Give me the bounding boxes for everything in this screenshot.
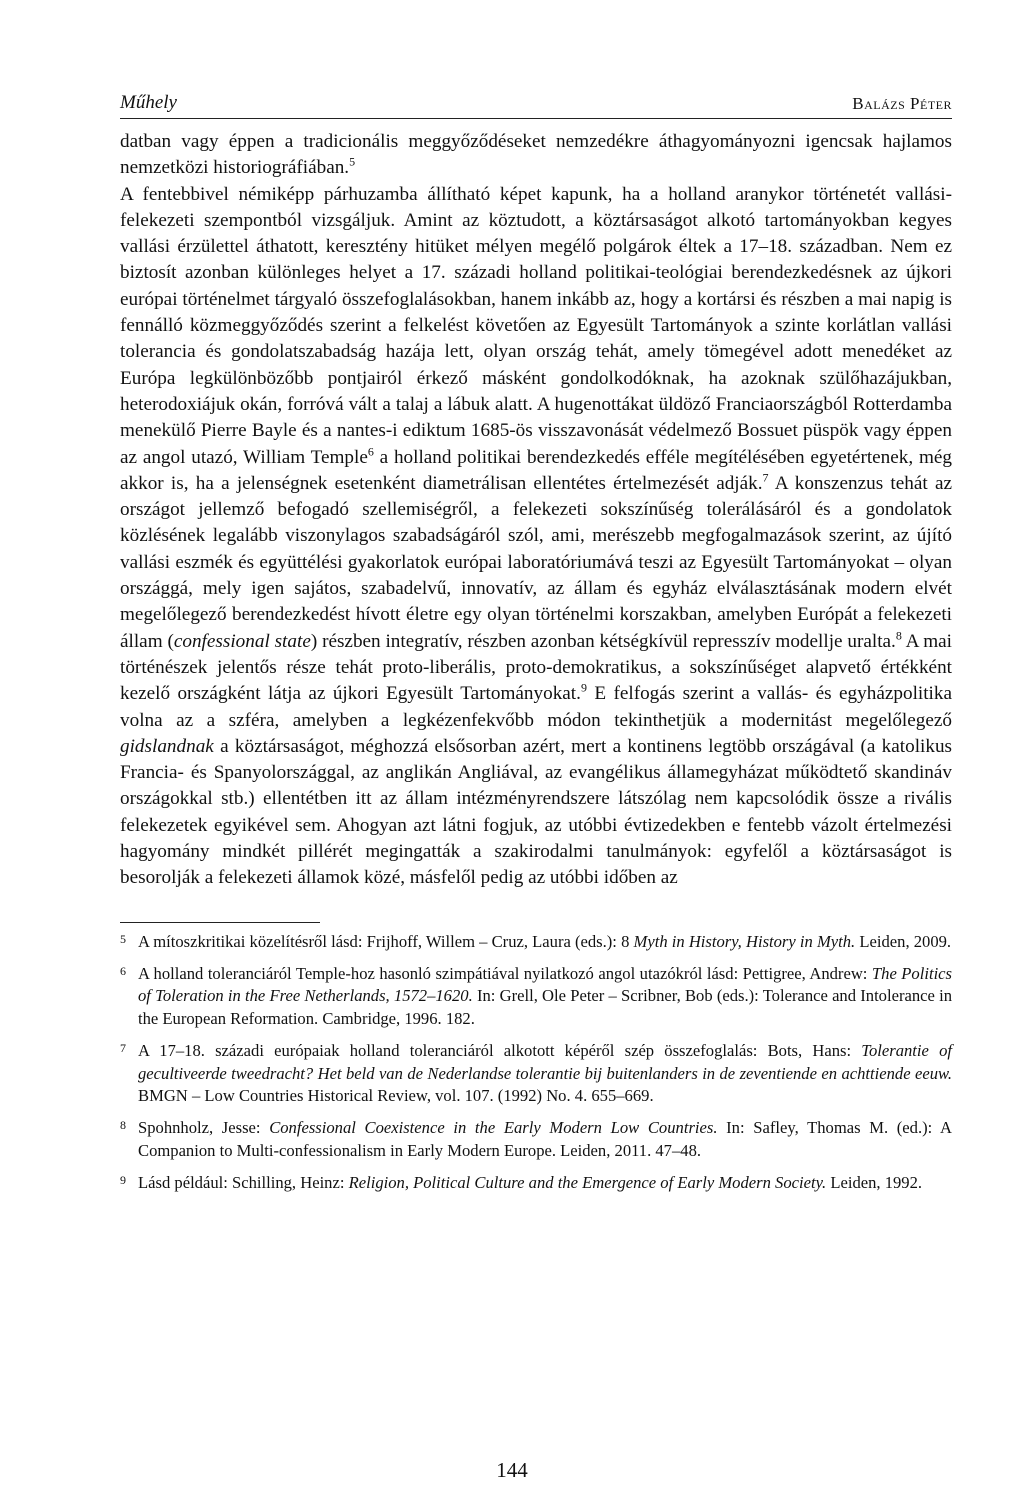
footnote: 6 A holland toleranciáról Temple-hoz hasonló szimpátiával nyilatkozó angol utazókról lásd: Pettigree, Andrew: The Politics of Toleration in the Free Netherlands, 1572–1620. In: Grell, Ole Peter – Scribner, Bob (eds.): Tolerance and Intolerance in the European Reformation. Cambridge, 1996. 182. [120, 963, 952, 1030]
footnote-number: 8 [120, 1118, 126, 1133]
footnote: 9 Lásd például: Schilling, Heinz: Religion, Political Culture and the Emergence of Early Modern Society. Leiden, 1992. [120, 1172, 952, 1194]
footnote-number: 9 [120, 1173, 126, 1188]
italic-term: confessional state [173, 630, 311, 652]
footnote-divider [120, 922, 320, 923]
section-title: Műhely [120, 92, 177, 113]
footnote-number: 5 [120, 931, 126, 946]
paragraph-2: A fentebbivel némiképp párhuzamba állítható képet kapunk, ha a holland aranykor történetét vallási-felekezeti szempontból vizsgáljuk. Amint az köztudott, a köztársaságot alkotó tartományokban kegyes vallási érzülettel áthatott, keresztény hitüket mélyen megélő polgárok éltek a 17–18. században. Nem ez biztosít azonban különleges helyet a 17. századi holland politikai-teológiai berendezkedésnek az újkori európai történelmet tárgyaló összefoglalásokban, hanem inkább az, hogy a kortársi és részben a mai napig is fennálló közmeggyőződés szerint a felkelést követően az Egyesült Tartományok a szinte korlátlan vallási tolerancia és gondolatszabadság hazája lett, olyan ország tehát, amely tömegével adott menedéket az Európa legkülönbözőbb pontjairól érkező másként gondolkodóknak, ha azoknak szülőhazájukban, heterodoxiájuk okán, forróvá vált a talaj a lábuk alatt. A hugenottákat üldöző Franciaországból Rotterdamba menekülő Pierre Bayle és a nantes-i ediktum 1685-ös visszavonását védelmező Bossuet püspök vagy éppen az angol utazó, William Temple$^6$ a holland politikai berendezkedés efféle megítélésében egyetértenek, még akkor is, ha a jelenségnek esetenként diametrálisan ellentétes értelmezését adják.$^7$ A konszenzus tehát az országot jellemző befogadó szellemiségről, a felekezeti sokszínűség tolerálásáról és a gondolatok közlésének legalább viszonylagos szabadságáról szól, ami, merészebb megfogalmazások szerint, az újító vallási eszmék és együttélési gyakorlatok európai laboratóriumává teszi az Egyesült Tartományokat – olyan országgá, mely igen sajátos, szabadelvű, innovatív, az állam és egyház elválasztásának modern elvét megelőlegező berendezkedést hívott életre egy olyan történelmi korszakban, amelyben Európát a felekezeti állam (confessional state) részben integratív, részben azonban kétségkívül represszív modellje uralta.$^8$ A mai történészek jelentős része tehát proto-liberális, proto-demokratikus, a sokszínűséget alapvető értékként kezelő országként látja az újkori Egyesült Tartományokat.$^9$ E felfogás szerint a vallás- és egyházpolitika volna az a szféra, amelyben a legkézenfekvőbb módon tekinthetjük a modernitást megelőlegező gidslandnak a köztársaságot, méghozzá elsősorban azért, mert a kontinens legtöbb országával (a katolikus Francia- és Spanyolországgal, az anglikán Angliával, az evangélikus államegyházat működtető skandináv országokkal stb.) ellentétben itt az állam intézményrendszere látszólag nem kapcsolódik össze a rivális felekezetek egyikével sem. Ahogyan azt látni fogjuk, az utóbbi évtizedekben e fentebb vázolt értelmezési hagyomány mindkét pillérét megingatták a szakirodalmi tanulmányok: egyfelől a köztársaságot is besorolják a felekezeti államok közé, másfelől pedig az utóbbi időben az [120, 183, 953, 889]
footnote-ref-8[interactable]: 8 [895, 628, 902, 643]
main-text [120, 129, 952, 892]
running-header [120, 92, 952, 119]
author-name: Balázs Péter [852, 94, 952, 113]
footnote: 8 Spohnholz, Jesse: Confessional Coexistence in the Early Modern Low Countries. In: Safley, Thomas M. (ed.): A Companion to Multi-confessionalism in Early Modern Europe. Leiden, 2011. 47–48. [120, 1117, 952, 1162]
page-number: 144 [496, 1458, 528, 1482]
footnote-number: 6 [120, 964, 126, 979]
footnote-number: 7 [120, 1041, 126, 1056]
footnote-ref-7[interactable]: 7 [762, 470, 769, 485]
footnotes [120, 931, 952, 1195]
footnote: 5 A mítoszkritikai közelítésről lásd: Frijhoff, Willem – Cruz, Laura (eds.): 8 Myth in History, History in Myth. Leiden, 2009. [120, 931, 952, 953]
italic-term: gidslandnak [120, 735, 214, 757]
footnote-ref-9[interactable]: 9 [580, 680, 587, 695]
footnote-ref-5[interactable]: 5 [349, 154, 356, 169]
footnote: 7 A 17–18. századi európaiak holland toleranciáról alkotott képéről szép összefoglalás: Bots, Hans: Tolerantie of gecultiveerde tweedracht? Het beld van de Nederlandse tolerantie bij buitenlanders in de zeventiende en achttiende eeuw. BMGN – Low Countries Historical Review, vol. 107. (1992) No. 4. 655–669. [120, 1040, 952, 1107]
page [120, 92, 952, 1205]
footnote-ref-6[interactable]: 6 [367, 444, 374, 459]
paragraph-1: datban vagy éppen a tradicionális meggyőződéseket nemzedékre áthagyományozni igencsak hajlamos nemzetközi historiográfiában.$^5$ [120, 131, 952, 179]
